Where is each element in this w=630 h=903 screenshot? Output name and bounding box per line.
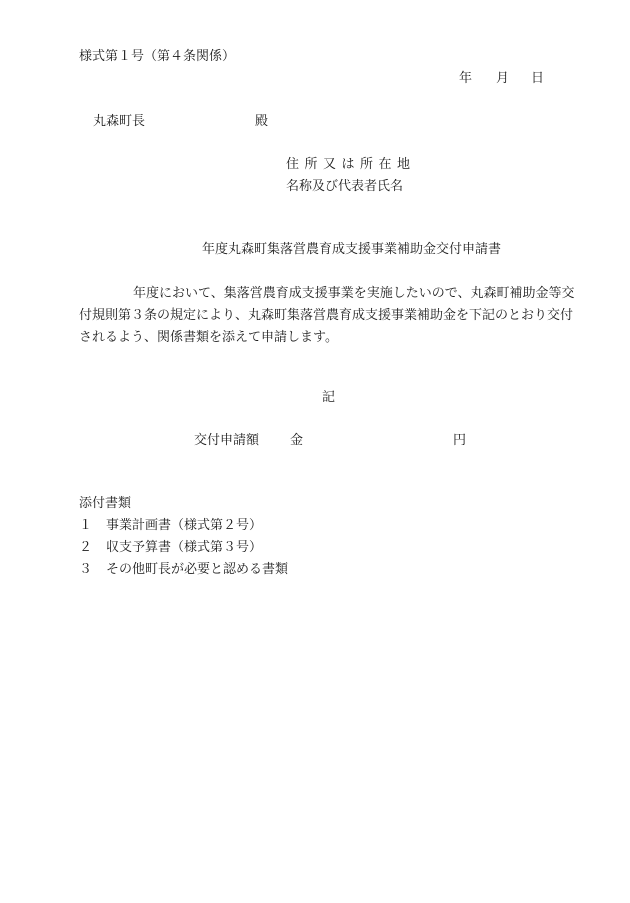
attachment-text: その他町長が必要と認める書類 xyxy=(106,562,289,577)
body-paragraph xyxy=(79,283,584,349)
amount-unit: 円 xyxy=(453,433,467,448)
body-text: 年度において、集落営農育成支援事業を実施したいので、丸森町補助金等交付規則第３条の規定により、丸森町集落営農育成支援事業補助金を下記のとおり交付されるよう、関係書類を添えて申請します。 xyxy=(79,286,575,345)
day-label: 日 xyxy=(531,71,545,86)
applicant-name-label: 名称及び代表者氏名 xyxy=(286,179,404,194)
month-label: 月 xyxy=(496,71,510,86)
addressee-honorific: 殿 xyxy=(255,114,269,129)
amount-prefix: 金 xyxy=(290,433,304,448)
attachment-item xyxy=(79,562,288,578)
form-number: 様式第１号（第４条関係） xyxy=(79,49,236,64)
attachment-item xyxy=(79,518,262,534)
attachment-item xyxy=(79,540,262,556)
attachment-text: 収支予算書（様式第３号） xyxy=(106,540,263,555)
date-line xyxy=(459,71,544,87)
attachment-number: ２ xyxy=(79,540,93,555)
ki-heading: 記 xyxy=(322,390,336,405)
attachment-number: １ xyxy=(79,518,93,533)
applicant-address-label: 住所又は所在地 xyxy=(286,157,416,172)
amount-label: 交付申請額 xyxy=(194,433,260,448)
attachment-text: 事業計画書（様式第２号） xyxy=(106,518,263,533)
attachment-number: ３ xyxy=(79,562,93,577)
attachments-title: 添付書類 xyxy=(79,496,132,511)
addressee-name: 丸森町長 xyxy=(93,114,146,129)
year-label: 年 xyxy=(459,71,473,86)
document-title: 年度丸森町集落営農育成支援事業補助金交付申請書 xyxy=(202,242,502,257)
